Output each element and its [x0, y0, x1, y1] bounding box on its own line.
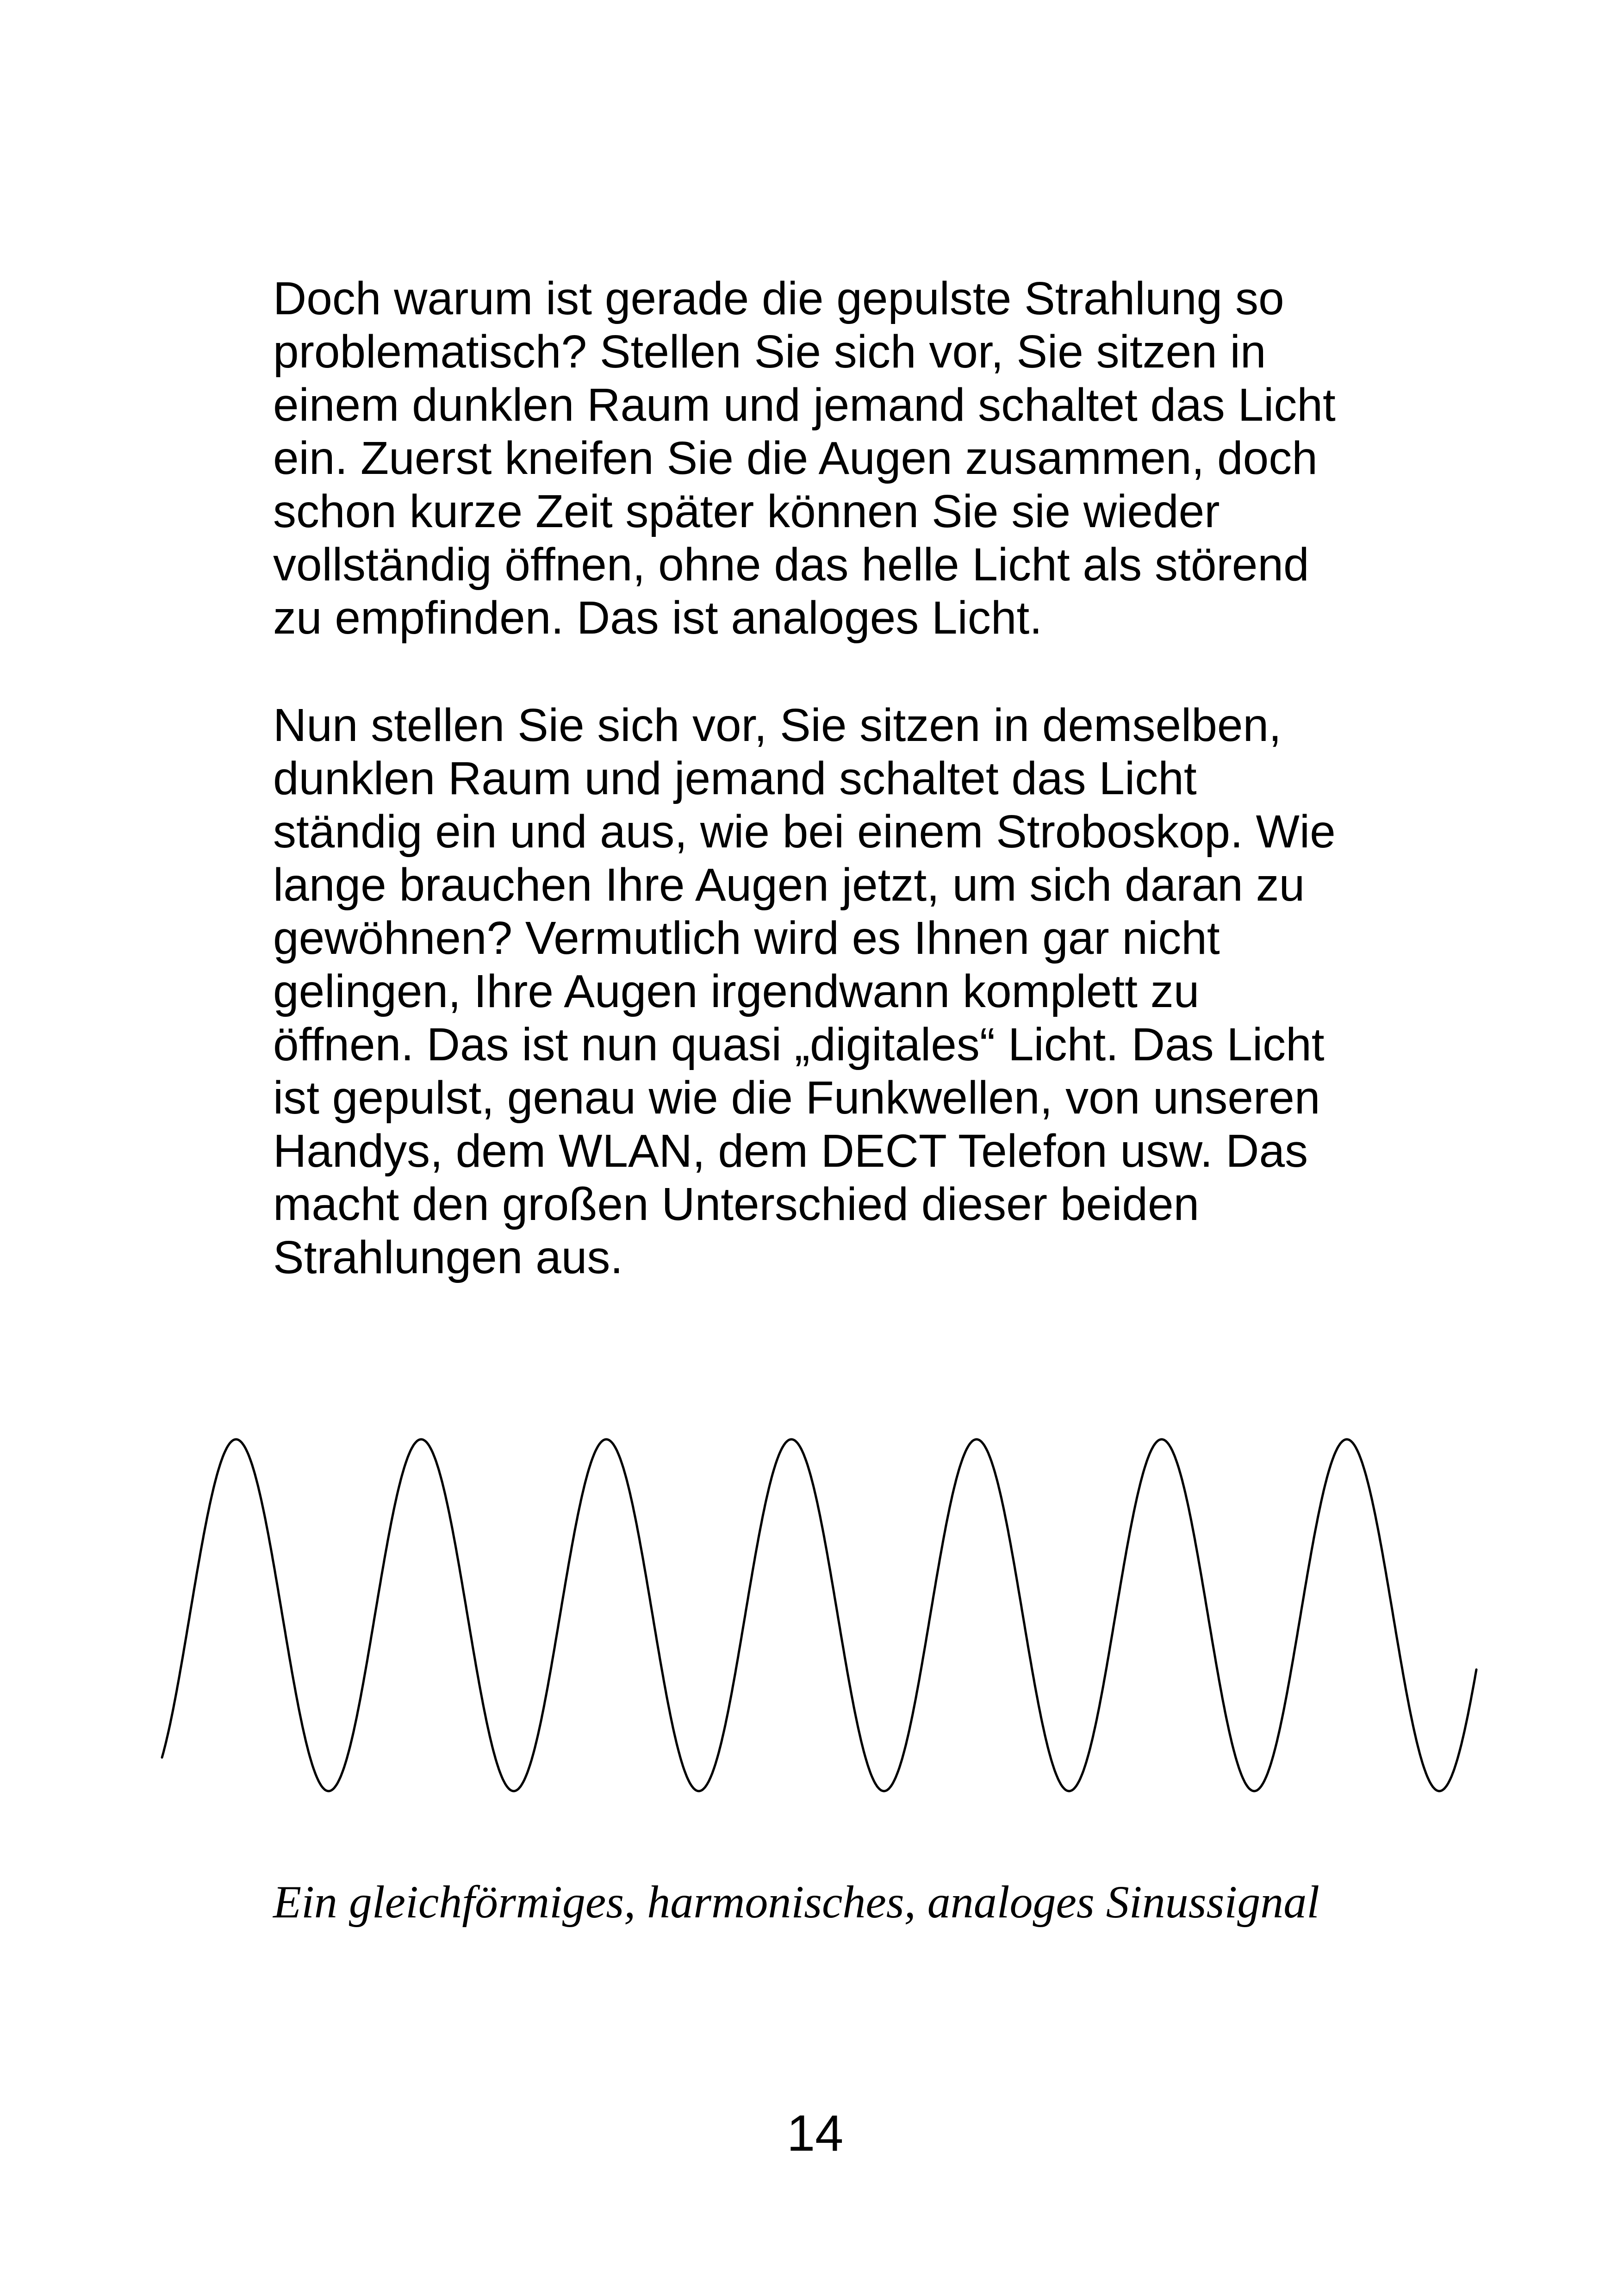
body-paragraph-1: Doch warum ist gerade die gepulste Strahlung so problematisch? Stellen Sie sich vor, Sie sitzen in einem dunklen Raum und jemand schaltet das Licht ein. Zuerst kneifen Sie die Augen zusammen, doch schon kurze Zeit später können Sie sie wieder vollständig öffnen, ohne das helle Licht als störend zu empfinden. Das ist analoges Licht.: [273, 273, 1336, 644]
figure-caption: Ein gleichförmiges, harmonisches, analoges Sinussignal: [273, 1876, 1319, 1928]
page-number: 14: [787, 2105, 844, 2162]
body-paragraph-2: Nun stellen Sie sich vor, Sie sitzen in demselben, dunklen Raum und jemand schaltet das Licht ständig ein und aus, wie bei einem Stroboskop. Wie lange brauchen Ihre Augen jetzt, um sich daran zu gewöhnen? Vermutlich wird es Ihnen gar nicht gelingen, Ihre Augen irgendwann komplett zu öffnen. Das ist nun quasi „digitales“ Licht. Das Licht ist gepulst, genau wie die Funkwellen, von unseren Handys, dem WLAN, dem DECT Telefon usw. Das macht den großen Unterschied dieser beiden Strahlungen aus.: [273, 699, 1336, 1283]
sine-wave-figure: [153, 1425, 1486, 1823]
sine-wave-line: [162, 1439, 1476, 1791]
